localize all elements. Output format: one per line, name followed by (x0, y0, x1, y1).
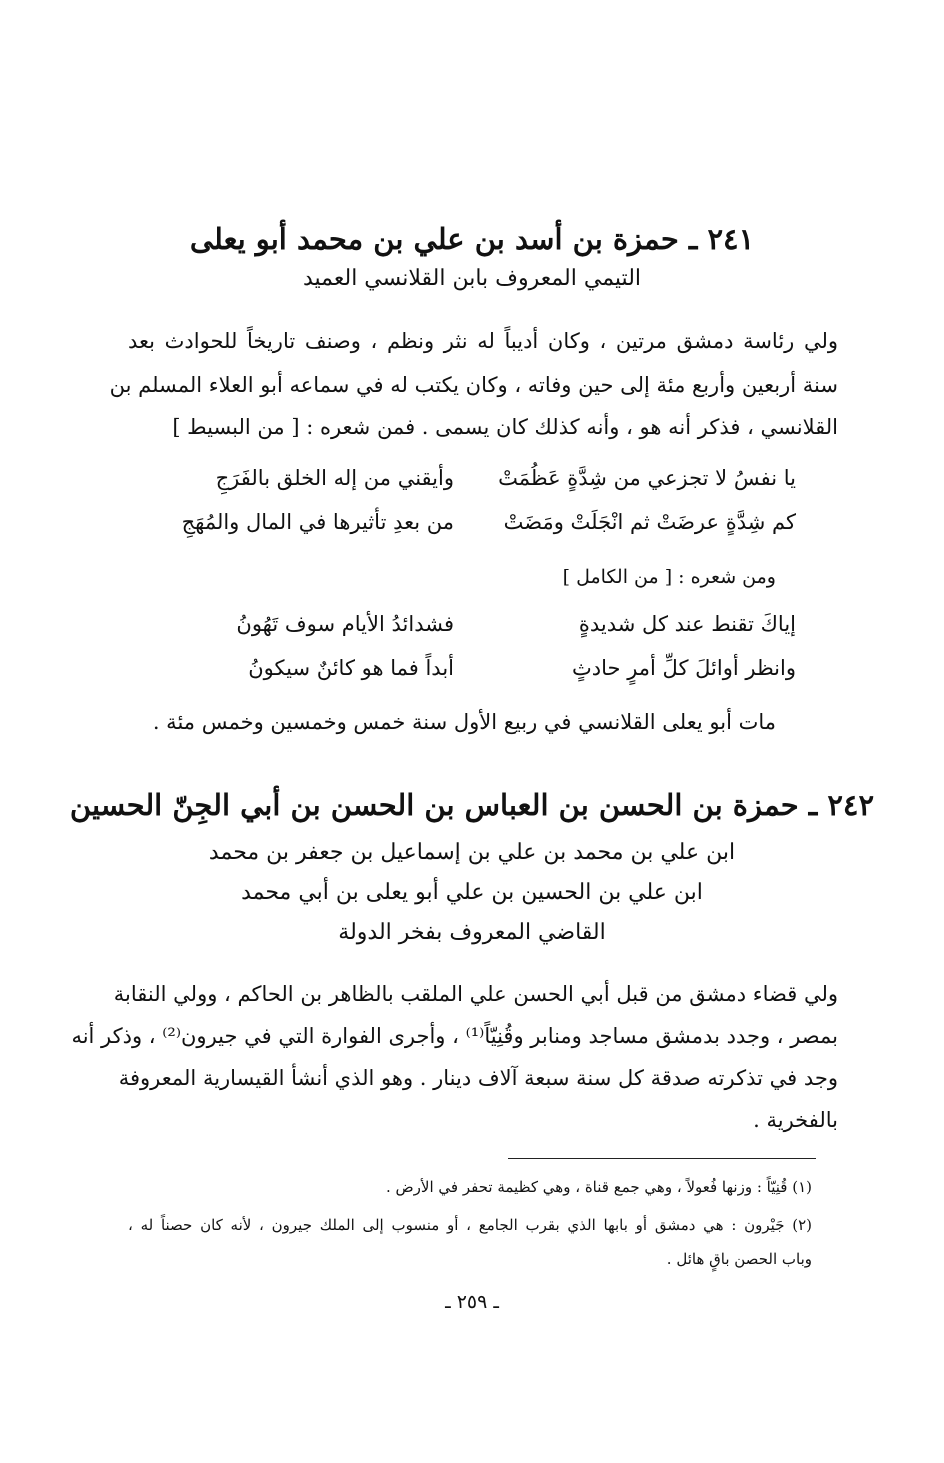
poem2-verse1-second-hemistich: فشدائدُ الأيام سوف تَهُونُ (236, 612, 454, 636)
poem2-verse2-first-hemistich: وانظر أوائلَ كلِّ أمرٍ حادثٍ (572, 656, 796, 680)
entry-242-heading: ٢٤٢ ـ حمزة بن الحسن بن العباس بن الحسن بن أبي الجِنّ الحسين (69, 788, 875, 822)
entry-242-para-line: بالفخرية . (753, 1108, 838, 1132)
entry-242-lineage-line: ابن علي بن محمد بن علي بن إسماعيل بن جعفر بن محمد (208, 840, 736, 865)
poem1-verse2-second-hemistich: من بعدِ تأثيرها في المال والمُهَجِ (181, 510, 454, 534)
poem1-verse2-first-hemistich: كم شِدَّةٍ عرضَتْ ثم انْجَلَتْ ومَضَتْ (503, 510, 796, 534)
poem2-verse1-first-hemistich: إياكَ تقنط عند كل شديدةٍ (578, 612, 796, 636)
entry-242-para-line: ولي قضاء دمشق من قبل أبي الحسن علي الملقب بالظاهر بن الحاكم ، وولي النقابة (113, 982, 838, 1006)
entry-242-para-line: وجد في تذكرته صدقة كل سنة سبعة آلاف دينار . وهو الذي أنشأ القيسارية المعروفة (118, 1066, 838, 1090)
entry-241-subheading: التيمي المعروف بابن القلانسي العميد (302, 266, 642, 291)
page-number: ـ ٢٥٩ ـ (445, 1291, 499, 1313)
entry-242-para-line: بمصر ، وجدد بدمشق مساجد ومنابر وقُنِيّاً⁽¹⁾ ، وأجرى الفوارة التي في جيرون⁽²⁾ ، وذكر أنه (71, 1024, 838, 1048)
entry-241-para-line: ولي رئاسة دمشق مرتين ، وكان أديباً له نثر ونظم ، وصنف تاريخاً للحوادث بعد (128, 329, 838, 353)
footnote-2-continued: وباب الحصن باقٍ هائل . (666, 1250, 812, 1268)
footnote-2: (٢) جَيْرون : هي دمشق أو بابها الذي بقرب الجامع ، أو منسوب إلى الملك جيرون ، لأنه كان حصناً له ، (128, 1216, 812, 1234)
entry-241-para-line: القلانسي ، فذكر أنه هو ، وأنه كذلك كان يسمى . فمن شعره : [ من البسيط ] (172, 415, 838, 439)
entry-242-title-line: القاضي المعروف بفخر الدولة (338, 920, 606, 945)
entry-241-para-line: سنة أربعين وأربع مئة إلى حين وفاته ، وكان يكتب له في سماعه أبو العلاء المسلم بن (109, 373, 838, 397)
entry-241-death-note: مات أبو يعلى القلانسي في ربيع الأول سنة خمس وخمسين وخمس مئة . (152, 710, 776, 734)
footnote-1: (١) قُنِيّاً : وزنها فُعولاً ، وهي جمع قناة ، وهي كظيمة تحفر في الأرض . (386, 1178, 812, 1196)
poem1-verse1-first-hemistich: يا نفسُ لا تجزعي من شِدَّةٍ عَظُمَتْ (498, 466, 796, 490)
footnote-separator (508, 1158, 816, 1159)
poem2-verse2-second-hemistich: أبداً فما هو كائنٌ سيكونُ (248, 656, 454, 680)
entry-241-heading: ٢٤١ ـ حمزة بن أسد بن علي بن محمد أبو يعلى (189, 222, 755, 256)
entry-242-lineage-line: ابن علي بن الحسين بن علي أبو يعلى بن أبي محمد (241, 880, 703, 905)
poem1-verse1-second-hemistich: وأيقني من إله الخلق بالفَرَجِ (215, 466, 454, 490)
poem2-intro: ومن شعره : [ من الكامل ] (562, 566, 776, 588)
